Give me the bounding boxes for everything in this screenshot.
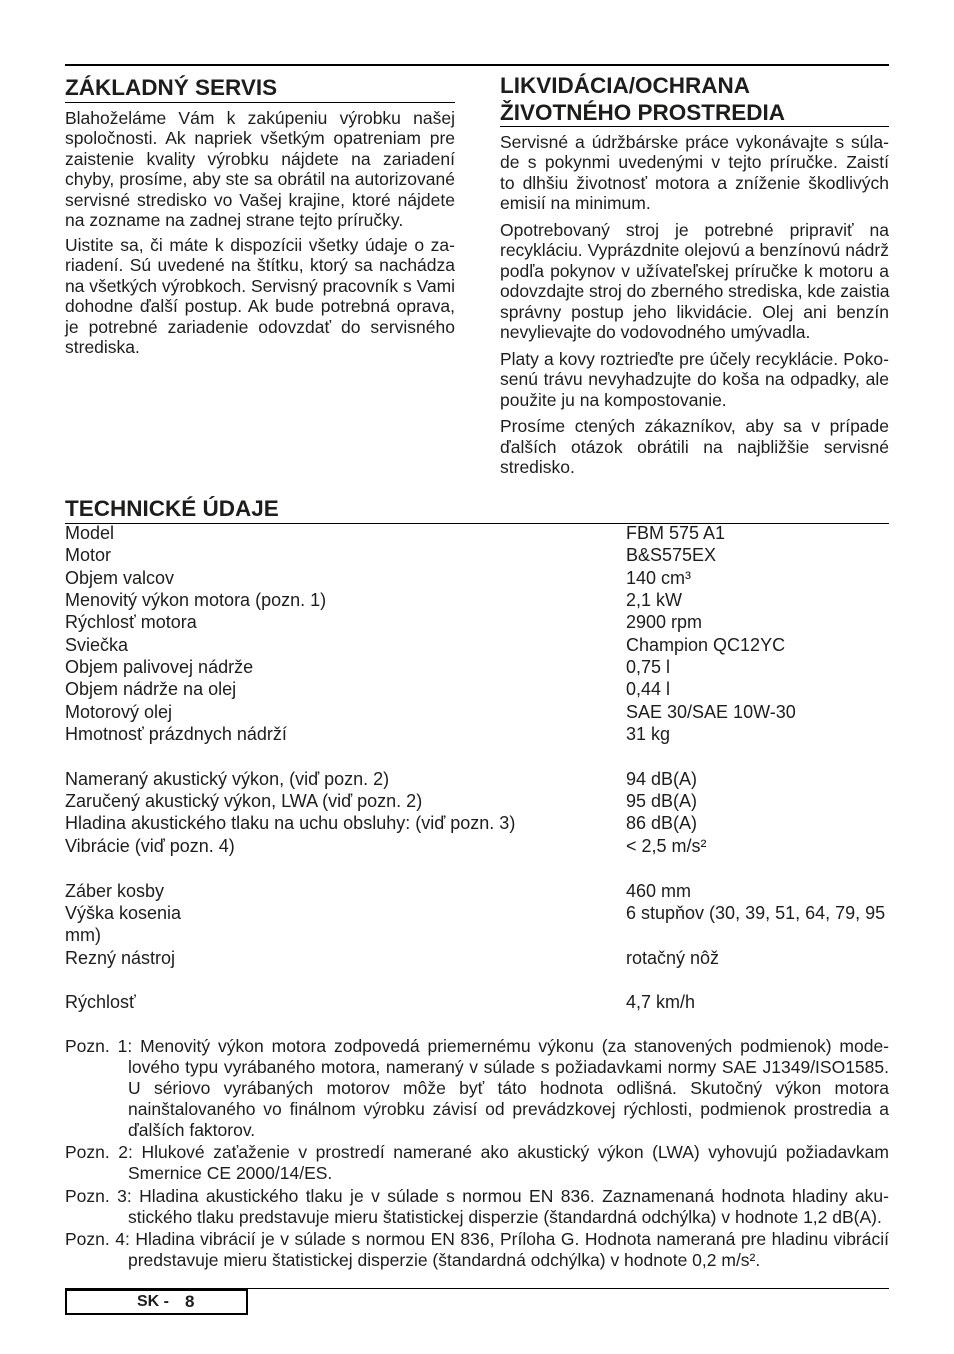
spec-label: Zaručený akustický výkon, LWA (viď pozn. 2) xyxy=(65,791,423,812)
spec-value: 86 dB(A) xyxy=(626,813,698,834)
disposal-text xyxy=(500,132,889,478)
top-rule xyxy=(65,64,889,66)
text-line: riadení. Sú uvedené na štítku, ktorý sa nachádza xyxy=(65,255,455,275)
footnote-line xyxy=(65,1186,889,1207)
spec-value: 95 dB(A) xyxy=(626,791,698,812)
spec-value: B&S575EX xyxy=(626,545,717,566)
spec-row xyxy=(65,656,889,678)
text-line: recykláciu. Vyprázdnite olejovú a benzínovú nádrž xyxy=(500,240,889,260)
paragraph xyxy=(500,416,889,478)
spec-row xyxy=(65,611,889,633)
text-line: Blahoželáme Vám k zakúpeniu výrobku našej xyxy=(65,107,455,128)
footnote-line: U sériovo vyrábaných motorov môže byť táto hodnota odlišná. Skutočný výkon motora xyxy=(128,1077,889,1098)
spec-row xyxy=(65,790,889,812)
spec-label: Objem valcov xyxy=(65,567,175,588)
spec-label: Nameraný akustický výkon, (viď pozn. 2) xyxy=(65,768,390,789)
footnote-line: predstavuje mieru štatistickej disperzie (štandardná odchýlka) v hodnote 0,2 m/s². xyxy=(128,1250,761,1270)
spec-label: Rýchlosť xyxy=(65,992,136,1013)
spec-value: FBM 575 A1 xyxy=(626,523,726,543)
spec-row xyxy=(65,634,889,656)
spec-value: 94 dB(A) xyxy=(626,768,698,789)
text-line: nevylievajte do vodovodného umývadla. xyxy=(500,322,811,342)
basic-service-heading: ZÁKLADNÝ SERVIS xyxy=(65,75,278,100)
spec-label: Model xyxy=(65,523,115,543)
paragraph xyxy=(500,220,889,343)
footnote-line: stického tlaku predstavuje mieru štatistickej disperzie (štandardná odchýlka) v hodnote 1,2 dB(A). xyxy=(128,1206,882,1227)
text-line: strediska. xyxy=(65,337,140,357)
footnote-text: Hladina vibrácií je v súlade s normou EN 836, Príloha G. Hodnota nameraná pre hladinu vibrácií xyxy=(135,1229,889,1249)
spec-row xyxy=(65,567,889,589)
text-line: zaistenie kvality výrobku nájdete na zariadení xyxy=(65,148,455,169)
spec-spacer xyxy=(65,745,889,767)
footnote-line: lového typu vyrábaného motora, nameraný v súlade s požiadavkami normy SAE J1349/ISO1585. xyxy=(128,1056,889,1077)
spec-label: Sviečka xyxy=(65,634,129,655)
spec-row xyxy=(65,947,889,969)
technical-data-table xyxy=(65,522,889,1014)
spec-label: Rýchlosť motora xyxy=(65,612,197,633)
footnote-label: Pozn. 3: xyxy=(65,1185,132,1206)
footnote-line: nainštalovaného vo finálnom výrobku závisí od prevádzkovej rýchlosti, podmienok prostredia a xyxy=(128,1098,889,1119)
spec-row xyxy=(65,880,889,902)
spec-value: 31 kg xyxy=(626,724,671,745)
spec-value: rotačný nôž xyxy=(626,947,720,968)
spec-value: 0,75 l xyxy=(626,657,671,678)
paragraph xyxy=(65,235,455,358)
footnote-line xyxy=(65,1036,889,1057)
spec-label: Hmotnosť prázdnych nádrží xyxy=(65,724,287,745)
spec-value: 460 mm xyxy=(626,880,692,901)
text-line: emisií na minimum. xyxy=(500,193,651,213)
spec-row xyxy=(65,544,889,566)
footnote-line: ďalších faktorov. xyxy=(128,1119,256,1140)
text-line: na všetkých výrobkoch. Servisný pracovník s Vami xyxy=(65,275,455,296)
disposal-heading-line: ŽIVOTNÉHO PROSTREDIA xyxy=(500,100,786,125)
spec-label: Vibrácie (viď pozn. 4) xyxy=(65,835,235,856)
text-line: správny postup jeho likvidácie. Olej ani benzín xyxy=(500,301,889,322)
spec-label: Menovitý výkon motora (pozn. 1) xyxy=(65,590,327,611)
footnote-line xyxy=(65,1229,889,1250)
footnote xyxy=(65,1186,889,1228)
paragraph xyxy=(65,108,455,231)
spec-spacer xyxy=(65,969,889,991)
footnote xyxy=(65,1036,889,1141)
text-line: to dlhšiu životnosť motora a zníženie škodlivých xyxy=(500,172,889,193)
disposal-heading xyxy=(500,72,785,126)
spec-row xyxy=(65,589,889,611)
spec-value: SAE 30/SAE 10W-30 xyxy=(626,701,796,722)
spec-value: 2900 rpm xyxy=(626,612,703,633)
text-line: na zozname na zadnej strane tejto príručky. xyxy=(65,210,404,230)
text-line: Servisné a údržbárske práce vykonávajte s súla- xyxy=(500,131,889,152)
spec-row xyxy=(65,678,889,700)
basic-service-heading-underline xyxy=(65,102,455,103)
footnote-line: Smernice CE 2000/14/ES. xyxy=(128,1163,333,1183)
text-line: podľa pokynov v užívateľskej príručke k motoru a xyxy=(500,260,889,281)
page-number: 8 xyxy=(185,1292,195,1311)
spec-row xyxy=(65,701,889,723)
text-line: Prosíme ctených zákazníkov, aby sa v prípade xyxy=(500,416,889,436)
spec-row xyxy=(65,768,889,790)
footnote-line xyxy=(65,1142,889,1163)
text-line: de s pokynmi uvedenými v tejto príručke. Zaistí xyxy=(500,152,889,172)
footnote xyxy=(65,1142,889,1184)
spec-label: Výška kosenia xyxy=(65,902,182,923)
text-line: odovzdajte stroj do zberného strediska, kde zaistia xyxy=(500,281,890,301)
spec-value: 2,1 kW xyxy=(626,590,683,611)
spec-label: Záber kosby xyxy=(65,880,165,901)
spec-label: Hladina akustického tlaku na uchu obsluhy: (viď pozn. 3) xyxy=(65,813,516,834)
spec-row xyxy=(65,812,889,834)
spec-row xyxy=(65,723,889,745)
spec-value-continuation: mm) xyxy=(65,925,101,946)
page-number-box xyxy=(65,1289,248,1315)
text-line: Uistite sa, či máte k dispozícii všetky údaje o za- xyxy=(65,234,455,255)
footnotes xyxy=(65,1036,889,1272)
spec-value: 6 stupňov (30, 39, 51, 64, 79, 95 xyxy=(626,902,886,923)
spec-value: 0,44 l xyxy=(626,679,671,700)
footnote-text: Menovitý výkon motora zodpovedá priemernému výkonu (za stanovených podmienok) mode- xyxy=(140,1035,889,1056)
spec-value: 4,7 km/h xyxy=(626,992,696,1013)
disposal-heading-underline xyxy=(500,126,889,127)
spec-value: Champion QC12YC xyxy=(626,634,786,655)
text-line: stredisko. xyxy=(500,457,575,477)
spec-row-continuation xyxy=(65,924,889,946)
text-line: Opotrebovaný stroj je potrebné pripraviť na xyxy=(500,219,889,240)
spec-value: < 2,5 m/s² xyxy=(626,835,707,856)
text-line: dohodne ďalší postup. Ak bude potrebná oprava, xyxy=(65,296,455,316)
footnote-text: Hladina akustického tlaku je v súlade s normou EN 836. Zaznamenaná hodnota hladiny aku- xyxy=(139,1185,889,1206)
technical-data-heading: TECHNICKÉ ÚDAJE xyxy=(65,496,279,521)
spec-row xyxy=(65,835,889,857)
spec-label: Rezný nástroj xyxy=(65,947,176,968)
footnote-label: Pozn. 2: xyxy=(65,1142,133,1162)
spec-row xyxy=(65,522,889,544)
footnote xyxy=(65,1229,889,1271)
paragraph xyxy=(500,132,889,214)
spec-row xyxy=(65,991,889,1013)
basic-service-text xyxy=(65,108,455,358)
disposal-heading-line: LIKVIDÁCIA/OCHRANA xyxy=(500,73,750,98)
paragraph xyxy=(500,349,889,411)
footnote-label: Pozn. 1: xyxy=(65,1035,133,1056)
text-line: je potrebné zariadenie odovzdať do servisného xyxy=(65,316,455,337)
text-line: Platy a kovy roztrieďte pre účely recyklácie. Poko- xyxy=(500,348,889,369)
spec-row xyxy=(65,902,889,924)
spec-label: Objem nádrže na olej xyxy=(65,679,237,700)
spec-label: Motor xyxy=(65,545,112,566)
footnote-label: Pozn. 4: xyxy=(65,1229,130,1249)
spec-label: Motorový olej xyxy=(65,701,173,722)
spec-spacer xyxy=(65,857,889,879)
footnote-text: Hlukové zaťaženie v prostredí namerané ako akustický výkon (LWA) vyhovujú požiadavkam xyxy=(141,1142,889,1162)
text-line: senú trávu nevyhadzujte do koša na odpadky, ale xyxy=(500,369,889,389)
text-line: spoločnosti. Ak napriek všetkým opatreniam pre xyxy=(65,128,455,148)
language-code: SK - xyxy=(137,1293,169,1310)
text-line: servisné stredisko vo Vašej krajine, ktoré nájdete xyxy=(65,189,455,210)
text-line: použite ju na kompostovanie. xyxy=(500,389,727,410)
spec-value: 140 cm³ xyxy=(626,567,692,588)
text-line: ďalších otázok obrátili na najbližšie servisné xyxy=(500,436,889,457)
text-line: chyby, prosíme, aby ste sa obrátil na autorizované xyxy=(65,169,455,189)
spec-label: Objem palivovej nádrže xyxy=(65,657,254,678)
